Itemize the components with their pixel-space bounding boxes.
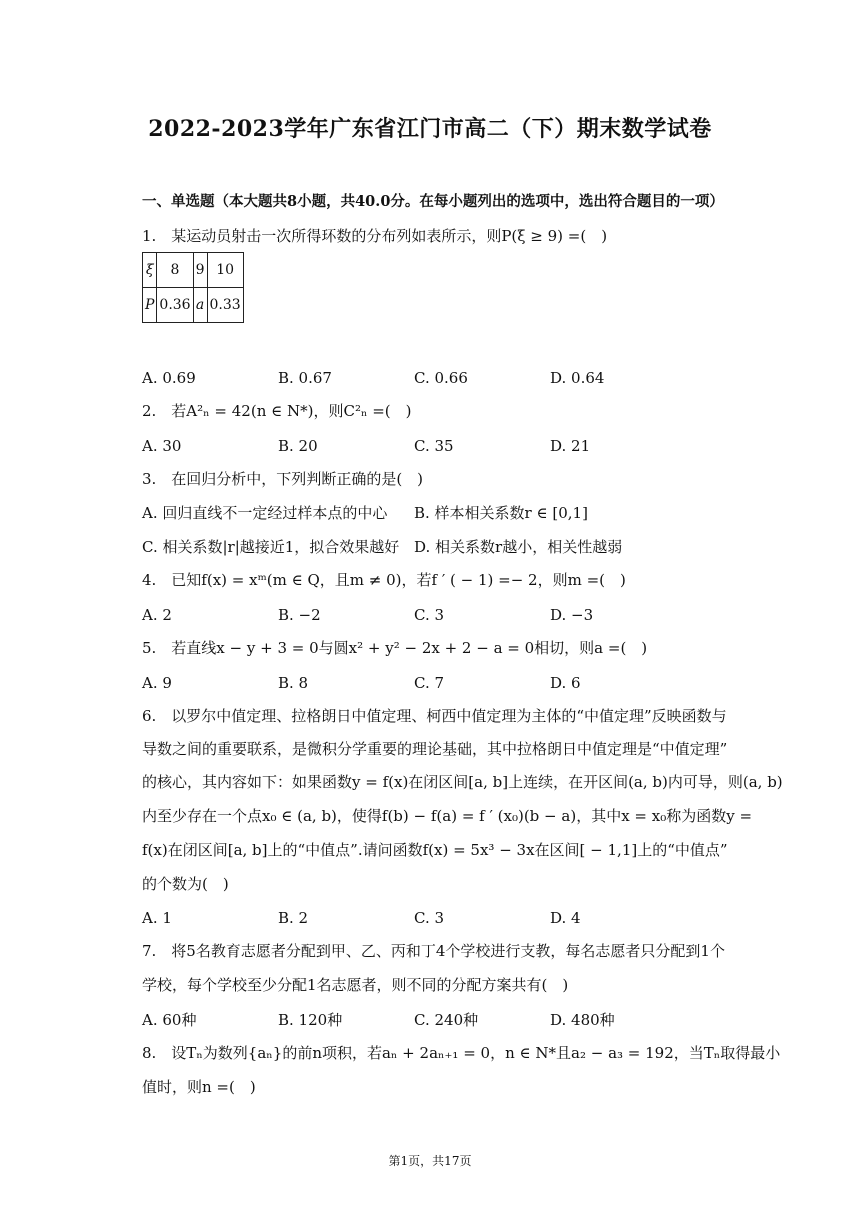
table-cell: 9 — [193, 253, 207, 288]
question-6-line: 6. 以罗尔中值定理、拉格朗日中值定理、柯西中值定理为主体的“中值定理”反映函数与 — [142, 707, 727, 725]
table-cell: 0.36 — [157, 288, 193, 323]
option-c: C. 3 — [414, 909, 445, 927]
section-heading: 一、单选题（本大题共8小题，共40.0分。在每小题列出的选项中，选出符合题目的一项） — [142, 193, 724, 210]
question-1-stem: 1. 某运动员射击一次所得环数的分布列如表所示，则P(ξ ≥ 9) =( ) — [142, 227, 608, 245]
distribution-table — [142, 252, 244, 323]
option-b: B. −2 — [278, 606, 321, 624]
option-a: A. 1 — [142, 909, 172, 927]
option-b: B. 0.67 — [278, 369, 332, 387]
question-6-line: 的个数为( ) — [142, 875, 229, 893]
question-6-line: 导数之间的重要联系，是微积分学重要的理论基础，其中拉格朗日中值定理是“中值定理” — [142, 740, 728, 758]
option-d: D. 480种 — [550, 1011, 615, 1029]
table-cell: 8 — [157, 253, 193, 288]
question-6-line: f(x)在闭区间[a, b]上的“中值点”.请问函数f(x) = 5x³ − 3x在区间[ − 1,1]上的“中值点” — [142, 841, 728, 859]
question-6-line: 的核心，其内容如下：如果函数y = f(x)在闭区间[a, b]上连续，在开区间(a, b)内可导，则(a, b) — [142, 773, 783, 791]
option-d: D. −3 — [550, 606, 594, 624]
question-8-line: 8. 设Tₙ为数列{aₙ}的前n项积，若aₙ + 2aₙ₊₁ = 0，n ∈ N*且a₂ − a₃ = 192，当Tₙ取得最小 — [142, 1044, 781, 1062]
option-a: A. 0.69 — [142, 369, 196, 387]
question-7-line: 7. 将5名教育志愿者分配到甲、乙、丙和丁4个学校进行支教，每名志愿者只分配到1个 — [142, 942, 725, 960]
option-c: C. 35 — [414, 437, 454, 455]
option-b: B. 20 — [278, 437, 318, 455]
option-d: D. 相关系数r越小，相关性越弱 — [414, 538, 623, 556]
option-b: B. 120种 — [278, 1011, 343, 1029]
table-cell: 0.33 — [207, 288, 243, 323]
question-7-line: 学校，每个学校至少分配1名志愿者，则不同的分配方案共有( ) — [142, 976, 569, 994]
option-a: A. 9 — [142, 674, 172, 692]
option-c: C. 240种 — [414, 1011, 479, 1029]
table-row — [143, 253, 244, 288]
question-6-line: 内至少存在一个点x₀ ∈ (a, b)，使得f(b) − f(a) = f ′ (x₀)(b − a)，其中x = x₀称为函数y = — [142, 807, 753, 825]
question-8-line: 值时，则n =( ) — [142, 1078, 256, 1096]
table-row — [143, 288, 244, 323]
table-cell: a — [193, 288, 207, 323]
page-title: 2022-2023学年广东省江门市高二（下）期末数学试卷 — [148, 116, 712, 142]
question-5-stem: 5. 若直线x − y + 3 = 0与圆x² + y² − 2x + 2 − a = 0相切，则a =( ) — [142, 639, 648, 657]
option-a: A. 回归直线不一定经过样本点的中心 — [142, 504, 388, 522]
option-d: D. 6 — [550, 674, 581, 692]
option-d: D. 21 — [550, 437, 591, 455]
option-c: C. 3 — [414, 606, 445, 624]
page-footer: 第1页，共17页 — [388, 1154, 472, 1168]
question-2-stem: 2. 若A²ₙ = 42(n ∈ N*)，则C²ₙ =( ) — [142, 402, 412, 420]
table-cell: P — [143, 288, 157, 323]
option-a: A. 30 — [142, 437, 182, 455]
option-c: C. 相关系数|r|越接近1，拟合效果越好 — [142, 538, 400, 556]
table-cell: ξ — [143, 253, 157, 288]
option-b: B. 8 — [278, 674, 309, 692]
table-cell: 10 — [207, 253, 243, 288]
option-c: C. 0.66 — [414, 369, 468, 387]
option-b: B. 样本相关系数r ∈ [0,1] — [414, 504, 588, 522]
option-c: C. 7 — [414, 674, 445, 692]
option-a: A. 2 — [142, 606, 172, 624]
option-a: A. 60种 — [142, 1011, 197, 1029]
question-3-stem: 3. 在回归分析中，下列判断正确的是( ) — [142, 470, 424, 488]
option-d: D. 0.64 — [550, 369, 605, 387]
option-b: B. 2 — [278, 909, 309, 927]
question-4-stem: 4. 已知f(x) = xᵐ(m ∈ Q，且m ≠ 0)，若f ′ ( − 1) =− 2，则m =( ) — [142, 571, 626, 589]
option-d: D. 4 — [550, 909, 581, 927]
